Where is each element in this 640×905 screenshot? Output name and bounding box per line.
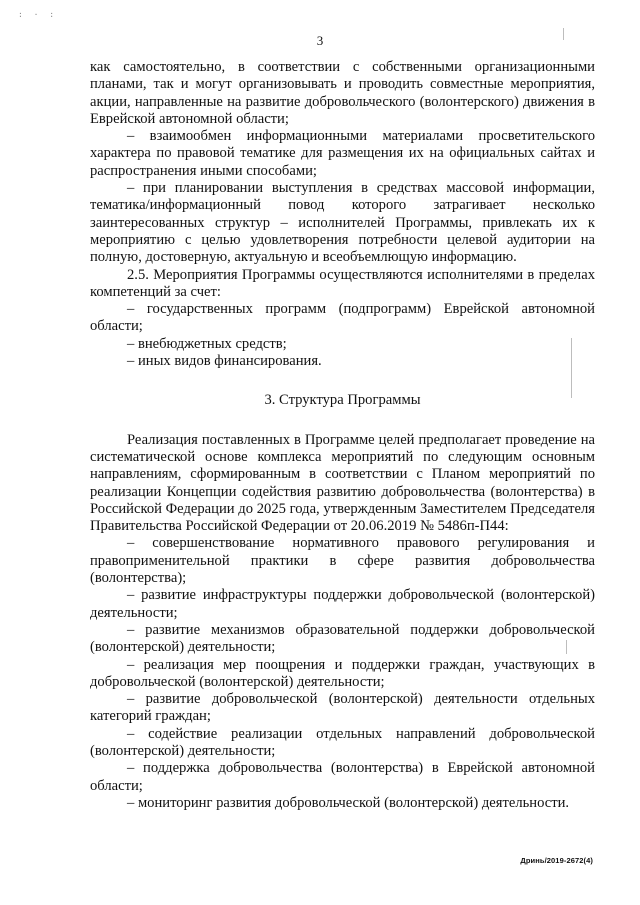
list-item: – развитие механизмов образовательной поддержки добровольческой (волонтерской) деятельности; — [90, 621, 595, 656]
list-item: – содействие реализации отдельных направлений добровольческой (волонтерской) деятельности; — [90, 725, 595, 759]
list-item: – развитие инфраструктуры поддержки добровольческой (волонтерской) деятельности; — [90, 587, 595, 621]
scan-margin-mark — [571, 338, 572, 398]
section-heading: 3. Структура Программы — [264, 392, 421, 409]
paragraph-intro: Реализация поставленных в Программе целей предполагает проведение на систематической основе комплекса мероприятий по следующим основным направлениям, сформированным в соответствии с Планом мероприятий по реализации Концепции содействия развитию добровольчества (волонтерства) в Российской Федерации до 2025 года, утвержденным Заместителем Председателя Правительства Российской Федерации от 20.06.2019 № 5486п-П44: — [90, 431, 595, 535]
scan-margin-mark — [563, 28, 564, 40]
scan-corner-marks: : · : — [18, 10, 58, 19]
list-item: – внебюджетных средств; — [127, 335, 287, 352]
list-item: – при планировании выступления в средствах массовой информации, тематика/информационный повод которого затрагивает несколько заинтересованных структур – исполнителей Программы, привлекать их к мероприятию с целью удовлетворения потребности целевой аудитории на полную, достоверную, актуальную и всеобъемлющую информацию. — [90, 180, 595, 266]
list-item: – совершенствование нормативного правового регулирования и правоприменительной практики в сфере развития добровольчества (волонтерства); — [90, 535, 595, 587]
list-item: – взаимообмен информационными материалами просветительского характера по правовой тематике для размещения их на официальных сайтах и распространения иными способами; — [90, 128, 595, 179]
list-item: – реализация мер поощрения и поддержки граждан, участвующих в добровольческой (волонтерской) деятельности; — [90, 656, 595, 690]
list-item: – развитие добровольческой (волонтерской) деятельности отдельных категорий граждан; — [90, 691, 595, 725]
paragraph-2-5: 2.5. Мероприятия Программы осуществляются исполнителями в пределах компетенций за счет: — [90, 266, 595, 300]
list-item: – мониторинг развития добровольческой (волонтерской) деятельности. — [127, 794, 570, 811]
list-item: – государственных программ (подпрограмм) Еврейской автономной области; — [90, 301, 595, 335]
page-number: 3 — [316, 33, 324, 48]
list-item: – поддержка добровольчества (волонтерства) в Еврейской автономной области; — [90, 760, 595, 794]
paragraph-continuation: как самостоятельно, в соответствии с собственными организационными планами, так и могут организовывать и проводить совместные мероприятия, акции, направленные на развитие добровольческого (волонтерского) движения в Еврейской автономной области; — [90, 59, 595, 127]
scan-margin-mark — [566, 640, 567, 654]
document-code: Дринь/2019-2672(4) — [520, 856, 593, 865]
document-body — [90, 59, 595, 812]
list-item: – иных видов финансирования. — [127, 353, 322, 370]
